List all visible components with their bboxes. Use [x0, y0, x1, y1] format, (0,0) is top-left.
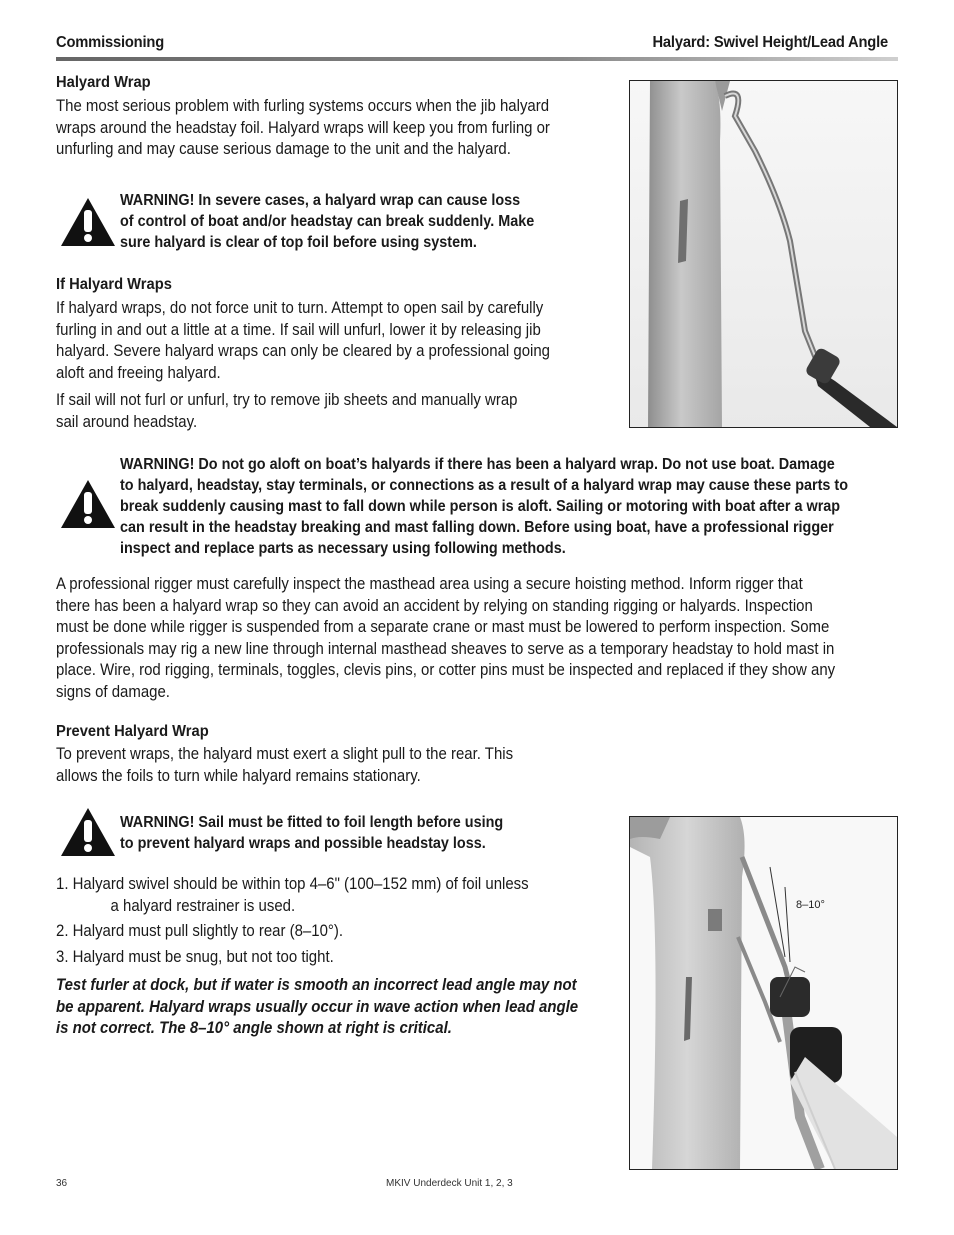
section-title: Commissioning: [56, 34, 165, 51]
heading-if-halyard-wraps: If Halyard Wraps: [56, 276, 172, 293]
warning-line: sure halyard is clear of top foil before using system.: [120, 234, 477, 251]
warning-line: break suddenly causing mast to fall down while person is aloft. Sailing or motoring with boat after a wrap: [120, 498, 841, 515]
warning-icon: [59, 478, 117, 530]
warning-line: can result in the headstay breaking and mast falling down. Before using boat, have a professional rigger: [120, 519, 834, 536]
warning-line: WARNING! Do not go aloft on boat’s halyards if there has been a halyard wrap. Do not use boat. Damage: [120, 456, 835, 473]
warning-icon: [59, 806, 117, 858]
warning-line: of control of boat and/or headstay can break suddenly. Make: [120, 213, 535, 230]
text-line: aloft and freeing halyard.: [56, 362, 221, 382]
warning-line: WARNING! In severe cases, a halyard wrap can cause loss: [120, 192, 521, 209]
document-title: MKIV Underdeck Unit 1, 2, 3: [386, 1178, 513, 1189]
warning-sail-fitted: [120, 812, 588, 854]
header-rule: [56, 57, 898, 61]
photo-halyard-swivel-top: [629, 80, 898, 428]
list-item: 3. Halyard must be snug, but not too tight.: [56, 946, 334, 966]
list-item: 2. Halyard must pull slightly to rear (8–10°).: [56, 921, 344, 940]
text-line: there has been a halyard wrap so they can avoid an accident by relying on standing rigging or halyards. Inspection: [56, 595, 813, 615]
text-line: unfurling and may cause serious damage to the unit and the halyard.: [56, 139, 511, 158]
rigger-paragraph: [56, 573, 892, 702]
text-line: must be done while rigger is suspended from a separate crane or mast must be lowered to perform inspection. Some: [56, 617, 830, 636]
text-line: is not correct. The 8–10° angle shown at right is critical.: [56, 1018, 452, 1037]
text-line: be apparent. Halyard wraps usually occur in wave action when lead angle: [56, 996, 579, 1016]
warning-icon: [59, 196, 117, 248]
text-line: If sail will not furl or unfurl, try to remove jib sheets and manually wrap: [56, 390, 518, 409]
text-line: Test furler at dock, but if water is smooth an incorrect lead angle may not: [56, 975, 577, 994]
heading-prevent-halyard-wrap: Prevent Halyard Wrap: [56, 723, 209, 740]
text-line: wraps around the headstay foil. Halyard wraps will keep you from furling or: [56, 117, 550, 137]
lead-angle-photo-illustration: [630, 817, 897, 1169]
lead-angle-note: [56, 974, 619, 1039]
page-number: 36: [56, 1178, 68, 1189]
text-line: place. Wire, rod rigging, terminals, toggles, clevis pins, or cotter pins must be inspected and replaced if they show any: [56, 660, 836, 679]
masthead-photo-illustration: [630, 81, 897, 427]
text-line: professionals may rig a new line through internal masthead sheaves to serve as a temporary headstay to hold mast in: [56, 638, 835, 658]
text-line: allows the foils to turn while halyard remains stationary.: [56, 765, 421, 785]
warning-line: inspect and replace parts as necessary using following methods.: [120, 540, 566, 557]
warning-severe-cases: [120, 190, 588, 253]
text-line: If halyard wraps, do not force unit to turn. Attempt to open sail by carefully: [56, 298, 544, 317]
warning-line: to prevent halyard wraps and possible headstay loss.: [120, 835, 486, 852]
step-list: [56, 873, 619, 967]
warning-line: WARNING! Sail must be fitted to foil length before using: [120, 814, 504, 831]
if-wraps-paragraph-1: [56, 297, 602, 383]
angle-label: 8–10°: [796, 899, 825, 911]
if-wraps-paragraph-2: [56, 389, 602, 432]
text-line: To prevent wraps, the halyard must exert a slight pull to the rear. This: [56, 744, 514, 763]
list-item: a halyard restrainer is used.: [110, 895, 296, 915]
list-item: 1. Halyard swivel should be within top 4–6" (100–152 mm) of foil unless: [56, 874, 529, 893]
halyard-wrap-paragraph: [56, 95, 602, 160]
warning-do-not-go-aloft: [120, 454, 894, 559]
heading-halyard-wrap: Halyard Wrap: [56, 74, 151, 91]
text-line: furling in and out a little at a time. If sail will unfurl, lower it by releasing jib: [56, 319, 541, 339]
text-line: A professional rigger must carefully inspect the masthead area using a secure hoisting method. Inform rigger that: [56, 574, 803, 593]
text-line: The most serious problem with furling systems occurs when the jib halyard: [56, 96, 550, 115]
prevent-paragraph: [56, 743, 602, 786]
text-line: sail around headstay.: [56, 411, 198, 431]
photo-lead-angle: [629, 816, 898, 1170]
text-line: signs of damage.: [56, 681, 170, 701]
warning-line: to halyard, headstay, stay terminals, or connections as a result of a halyard wrap may cause these parts to: [120, 477, 849, 494]
text-line: halyard. Severe halyard wraps can only be cleared by a professional going: [56, 341, 550, 360]
page-topic-title: Halyard: Swivel Height/Lead Angle: [652, 34, 888, 51]
